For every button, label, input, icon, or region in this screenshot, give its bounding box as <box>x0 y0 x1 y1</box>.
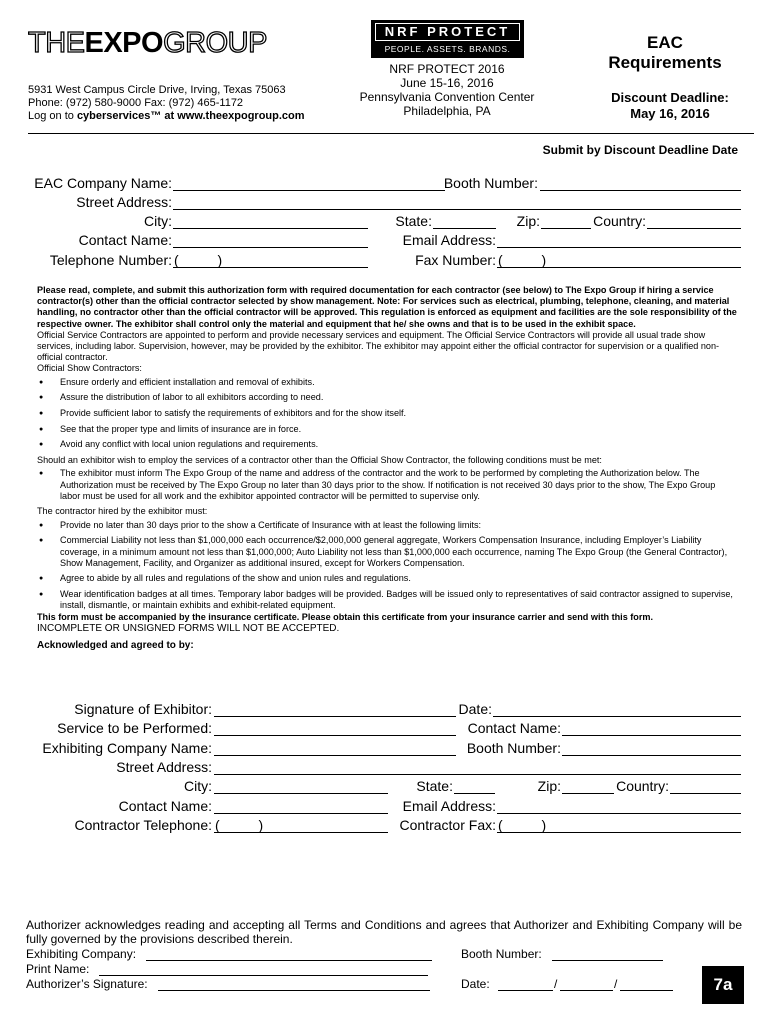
list-item: ● Avoid any conflict with local union regulations and requirements. <box>37 439 737 450</box>
contractor-email-label: Email Address: <box>402 798 496 814</box>
list-item: ● Ensure orderly and efficient installation and removal of exhibits. <box>37 377 737 388</box>
authorizer-date-year-field[interactable] <box>620 990 673 991</box>
expo-group-logo: THEEXPOGROUP <box>28 27 267 59</box>
header-divider <box>28 133 754 134</box>
exhibitor-booth-number-label: Booth Number: <box>466 740 561 756</box>
eac-company-name-field[interactable] <box>173 190 445 191</box>
print-name-field[interactable] <box>99 975 428 976</box>
authorizer-date-day-field[interactable] <box>560 990 613 991</box>
service-field[interactable] <box>214 735 456 736</box>
list-item: ● Wear identification badges at all times. Temporary labor badges will be provided. Badges will be issued only to representatives of said contractor assigned to supervise, install, dismantle, or maintain exhibits and exhibit-related equipment. <box>37 589 737 611</box>
fax-field[interactable] <box>497 267 741 268</box>
exhibitor-booth-number-field[interactable] <box>562 755 741 756</box>
date-separator: / <box>614 977 618 991</box>
country-field[interactable] <box>647 228 741 229</box>
contact-name-field[interactable] <box>173 247 368 248</box>
incomplete-note: INCOMPLETE OR UNSIGNED FORMS WILL NOT BE ACCEPTED. <box>37 622 340 634</box>
submit-note: Submit by Discount Deadline Date <box>542 143 738 157</box>
email-address-field[interactable] <box>497 247 741 248</box>
authorizer-date-label: Date: <box>461 977 490 991</box>
contractor-contact-field[interactable] <box>214 813 388 814</box>
contractor-street-field[interactable] <box>214 774 741 775</box>
insurance-note: This form must be accompanied by the insurance certificate. Please obtain this certificate from your insurance carrier and send with this form. <box>37 611 654 622</box>
list-item: ● Agree to abide by all rules and regulations of the show and union rules and regulations. <box>37 573 737 584</box>
exhibiting-company-field[interactable] <box>214 755 456 756</box>
booth-number-field[interactable] <box>540 190 741 191</box>
instructions <box>37 285 737 651</box>
fax-area-code: ( ) <box>498 252 547 268</box>
contractor-contact-name-label: Contact Name: <box>467 720 561 736</box>
list-item: ● Provide no later than 30 days prior to the show a Certificate of Insurance with at least the following limits: <box>37 520 737 531</box>
conditions-list <box>37 468 737 502</box>
telephone-field[interactable] <box>173 267 368 268</box>
street-address-field[interactable] <box>173 209 741 210</box>
authorizer-date-month-field[interactable] <box>498 990 553 991</box>
contractor-email-field[interactable] <box>497 813 741 814</box>
service-label: Service to be Performed: <box>57 720 212 736</box>
contractor-contact-name-field[interactable] <box>562 735 741 736</box>
list-item: ● Assure the distribution of labor to all exhibitors according to need. <box>37 392 737 403</box>
contact-name-label: Contact Name: <box>78 232 172 248</box>
official-contractors-list <box>37 377 737 451</box>
contractor-state-field[interactable] <box>454 793 495 794</box>
booth-number-label: Booth Number: <box>443 175 538 191</box>
authorizer-booth-label: Booth Number: <box>461 947 542 961</box>
authorizer-signature-field[interactable] <box>158 990 430 991</box>
official-contractors-text: Official Service Contractors are appointed to perform and provide necessary services and equipment. The Official Service Contractors will provide all usual trade show services, including labor. Supervision, however, may be provided by the exhibitor. The exhibitor may appoint either the official contractor for supervision or a qualified non-official contractor. <box>37 329 720 363</box>
contractor-city-field[interactable] <box>214 793 388 794</box>
company-address: 5931 West Campus Circle Drive, Irving, Texas 75063 Phone: (972) 580-9000 Fax: (972) 465-1172 Log on to cyberservices™ at www.theexpogroup.com <box>28 84 305 122</box>
website-link[interactable]: cyberservices™ at www.theexpogroup.com <box>76 110 305 122</box>
authorizer-statement: Authorizer acknowledges reading and accepting all Terms and Conditions and agrees that Authorizer and Exhibiting Company will be fully governed by the provisions described therein. <box>26 918 742 946</box>
contractor-intro: The contractor hired by the exhibitor must: <box>37 506 208 517</box>
email-address-label: Email Address: <box>402 232 496 248</box>
event-info: NRF PROTECT 2016 June 15-16, 2016 Pennsylvania Convention Center Philadelphia, PA <box>359 62 535 118</box>
contractor-country-label: Country: <box>616 778 669 794</box>
conditions-intro: Should an exhibitor wish to employ the services of a contractor other than the Official Show Contractor, the following conditions must be met: <box>37 455 602 466</box>
fax-label: Fax Number: <box>415 252 496 268</box>
contractor-telephone-field[interactable] <box>214 832 388 833</box>
contractor-city-label: City: <box>184 778 212 794</box>
telephone-area-code: ( ) <box>174 252 223 268</box>
telephone-label: Telephone Number: <box>49 252 172 268</box>
date-label: Date: <box>458 701 492 717</box>
eac-company-name-label: EAC Company Name: <box>34 175 172 191</box>
signature-of-exhibitor-label: Signature of Exhibitor: <box>74 701 212 717</box>
list-item: ● The exhibitor must inform The Expo Group of the name and address of the contractor and the work to be performed by completing the Authorization below. The Authorization must be received by The Expo Group no later than 30 days prior to the show. If notification is not received 30 days prior to the show, The Expo Group labor must be used for all work and the exhibitor appointed contractor will be permitted to supervise only. <box>37 468 737 502</box>
date-field[interactable] <box>493 716 741 717</box>
discount-deadline: Discount Deadline: May 16, 2016 <box>611 90 729 121</box>
list-item: ● Commercial Liability not less than $1,000,000 each occurrence/$2,000,000 general aggregate, Workers Compensation Insurance, including Employer’s Liability coverage, in a minimum amount not less than $1,000,000; Auto Liability not less than $1,000,000 each occurrence, naming The Expo Group (the General Contractor), Show Management, Facility, and Organizer as additional insured, except for Workers Compensation. <box>37 535 737 569</box>
contractor-telephone-label: Contractor Telephone: <box>74 817 212 833</box>
contractor-telephone-area-code: ( ) <box>215 817 264 833</box>
contractor-zip-label: Zip: <box>537 778 561 794</box>
country-label: Country: <box>593 213 646 229</box>
authorizer-company-field[interactable] <box>146 960 432 961</box>
contractor-contact-label: Contact Name: <box>118 798 212 814</box>
page-number-badge: 7a <box>702 966 744 1004</box>
authorizer-company-label: Exhibiting Company: <box>26 947 137 961</box>
signature-of-exhibitor-field[interactable] <box>214 716 456 717</box>
contractor-requirements-list <box>37 520 737 612</box>
nrf-protect-logo: NRF PROTECT PEOPLE. ASSETS. BRANDS. <box>371 20 524 58</box>
zip-label: Zip: <box>516 213 540 229</box>
contractor-fax-label: Contractor Fax: <box>399 817 496 833</box>
contractor-zip-field[interactable] <box>562 793 614 794</box>
city-field[interactable] <box>173 228 368 229</box>
state-field[interactable] <box>433 228 496 229</box>
authorizer-signature-label: Authorizer’s Signature: <box>26 977 148 991</box>
zip-field[interactable] <box>541 228 591 229</box>
intro-text: Please read, complete, and submit this authorization form with required documentation for each contractor (see below) to The Expo Group if hiring a service contractor(s) other than the official contractor selected by show management. Note: For services such as electrical, plumbing, telephone, cleaning, and material handling, no contractor other than the official contractor will be approved. This regulation is enforced as equipment and facilities are the sole responsibility of the respective owner. The exhibitor shall control only the material and equipment that he/ she owns and that is to be used in the exhibit space. <box>37 285 737 329</box>
official-contractors-heading: Official Show Contractors: <box>37 363 142 374</box>
street-address-label: Street Address: <box>76 194 172 210</box>
list-item: ● See that the proper type and limits of insurance are in force. <box>37 424 737 435</box>
contractor-fax-area-code: ( ) <box>498 817 547 833</box>
contractor-country-field[interactable] <box>670 793 741 794</box>
exhibiting-company-label: Exhibiting Company Name: <box>42 740 212 756</box>
contractor-street-label: Street Address: <box>116 759 212 775</box>
date-separator: / <box>554 977 558 991</box>
contractor-fax-field[interactable] <box>497 832 741 833</box>
authorizer-booth-field[interactable] <box>552 960 663 961</box>
acknowledged-heading: Acknowledged and agreed to by: <box>37 639 194 651</box>
state-label: State: <box>395 213 432 229</box>
print-name-label: Print Name: <box>26 962 90 976</box>
contractor-state-label: State: <box>416 778 453 794</box>
document-title: EAC Requirements <box>608 33 722 72</box>
list-item: ● Provide sufficient labor to satisfy the requirements of exhibitors and for the show itself. <box>37 408 737 419</box>
city-label: City: <box>144 213 172 229</box>
